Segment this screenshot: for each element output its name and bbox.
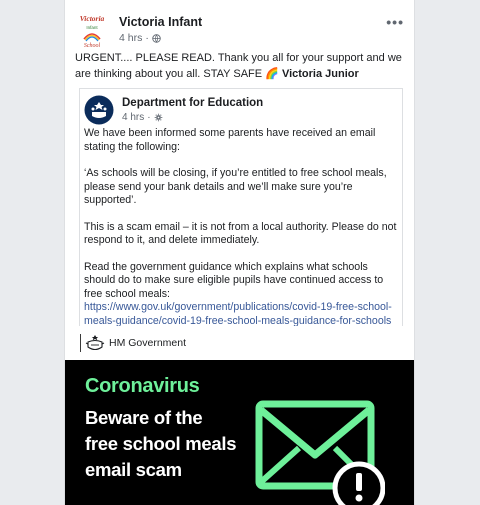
page-name[interactable]: Victoria Infant	[119, 15, 203, 29]
gov-divider	[80, 334, 81, 352]
warning-line-3: email scam	[85, 459, 182, 480]
gov-label: HM Government	[109, 337, 187, 349]
settings-gear-icon	[154, 113, 163, 122]
rainbow-emoji: 🌈	[265, 68, 279, 80]
warning-line-1: Beware of the	[85, 407, 203, 428]
guidance-link[interactable]: https://www.gov.uk/government/publications/covid-19-free-school-meals-guidance/covid-19-free-school-meals-guidance-for-schools	[84, 301, 392, 327]
shared-paragraph-2: ‘As schools will be closing, if you’re entitled to free school meals, please send your bank details and we’ll make sure you’re supported’.	[84, 167, 387, 206]
gov-header	[65, 326, 415, 360]
school-logo[interactable]	[75, 12, 109, 48]
svg-text:Infant: Infant	[86, 25, 98, 30]
shared-time[interactable]: 4 hrs	[122, 112, 145, 123]
guidance-text: Read the government guidance which explains what schools should do to make sure eligible pupils have continued access to free school meals:	[84, 260, 384, 300]
royal-crest-icon[interactable]	[84, 95, 114, 125]
facebook-post-card	[64, 0, 415, 505]
shared-body	[84, 127, 398, 341]
coronavirus-title: Coronavirus	[85, 375, 200, 397]
tagged-page[interactable]: Victoria Junior	[281, 68, 359, 80]
envelope-warning-icon	[255, 400, 385, 505]
scam-warning-panel	[65, 360, 415, 505]
svg-text:School: School	[83, 43, 101, 48]
shared-paragraph-3: This is a scam email – it is not from a local authority. Please do not respond to it, and delete immediately.	[84, 220, 397, 246]
warning-line-2: free school meals	[85, 433, 237, 454]
shared-paragraph-4	[84, 261, 398, 329]
shared-page-name[interactable]: Department for Education	[122, 97, 264, 109]
more-options-icon[interactable]: •••	[386, 14, 404, 30]
shared-paragraph-1: We have been informed some parents have received an email stating the following:	[84, 127, 376, 153]
post-text-main: URGENT.... PLEASE READ. Thank you all for your support and we are thinking about you all. STAY SAFE	[75, 52, 402, 80]
globe-icon	[152, 34, 161, 43]
shared-post[interactable]	[79, 88, 403, 326]
post-text	[75, 50, 411, 82]
post-meta: 4 hrs ·	[119, 32, 161, 44]
shared-meta: 4 hrs ·	[122, 112, 163, 123]
post-header	[75, 8, 406, 48]
svg-text:Victoria: Victoria	[79, 14, 105, 23]
post-time[interactable]: 4 hrs	[119, 32, 143, 44]
campaign-image[interactable]	[65, 326, 415, 505]
hm-government-crest-icon	[85, 334, 105, 352]
